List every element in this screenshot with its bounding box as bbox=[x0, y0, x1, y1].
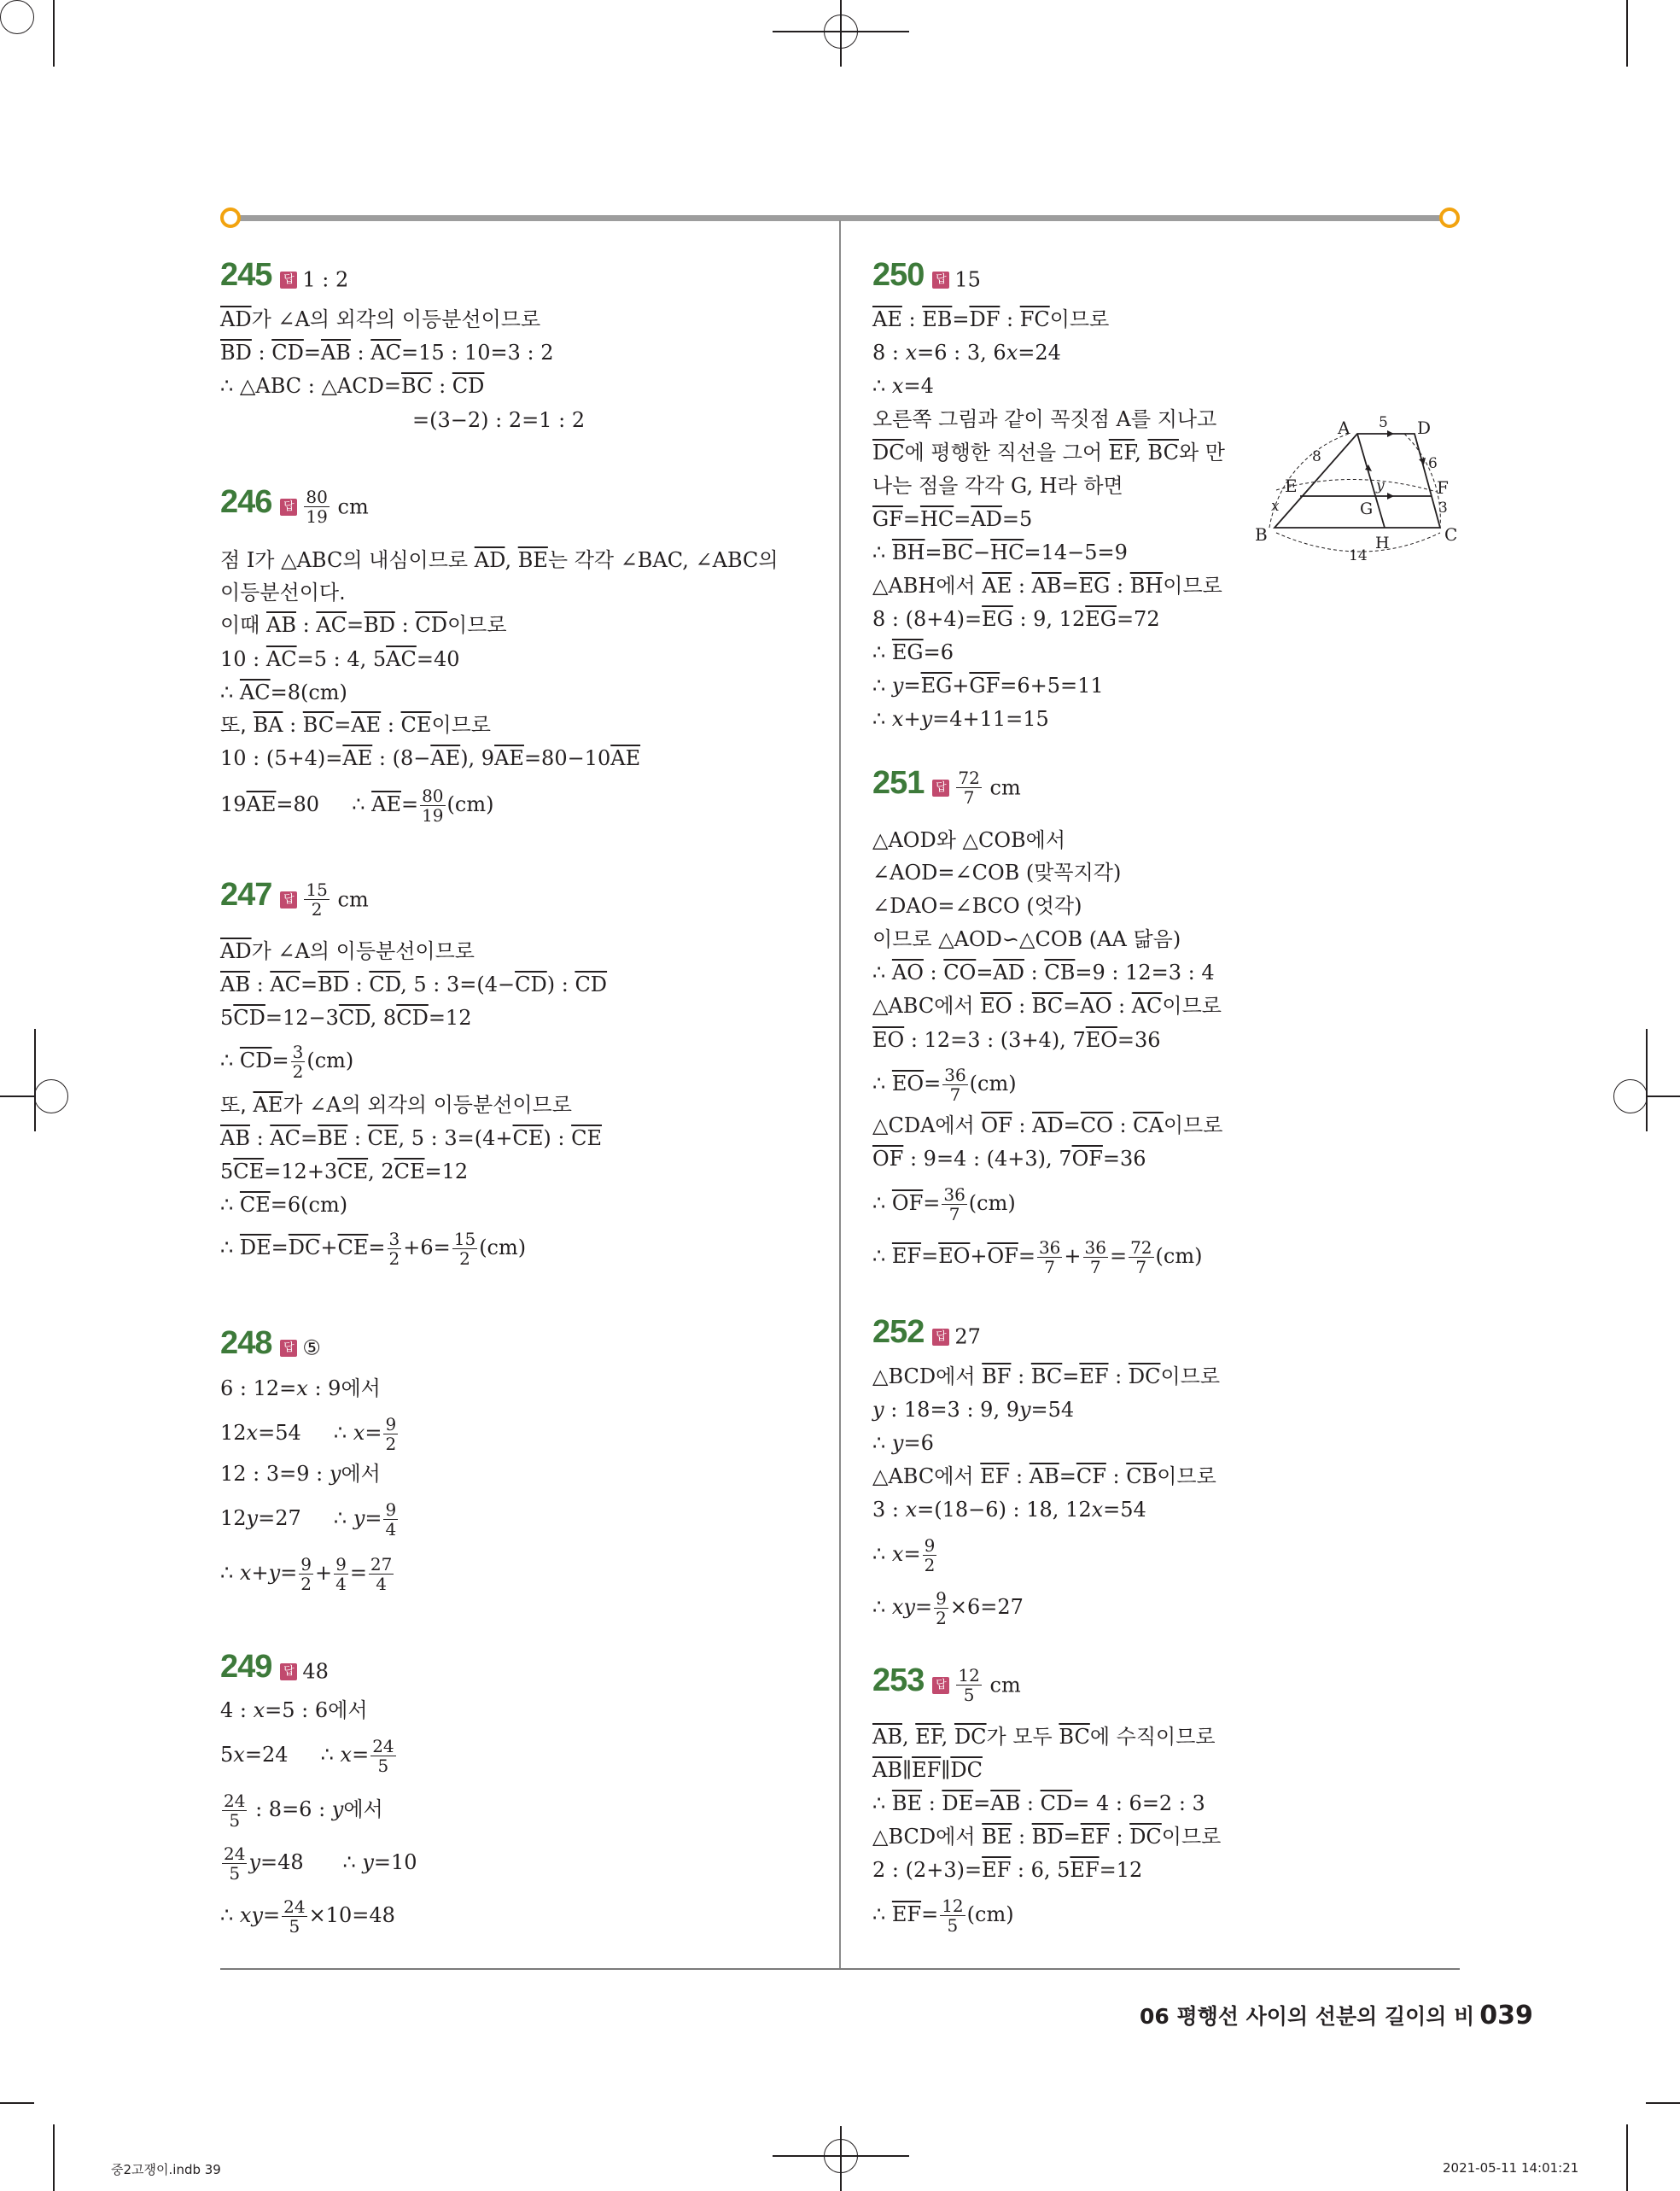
header-rule-left-dot bbox=[220, 207, 241, 228]
solution-line: ∴ $\overline{EO}=$ $\frac{36}{7}$ (cm) bbox=[872, 1065, 1017, 1105]
solution-line: $\frac{24}{5}$ : 8=6 : y에서 bbox=[224, 1791, 383, 1831]
answer-value: 1 : 2 bbox=[302, 267, 349, 292]
answer-icon: 답 bbox=[280, 1340, 297, 1357]
solution-line: 2 : $(2+3)=\overline{EF}$ : 6, $5\overline{EF}=12$ bbox=[872, 1858, 1143, 1882]
diagram-label: A bbox=[1338, 418, 1350, 438]
problem-heading-252 bbox=[872, 1313, 981, 1356]
answer-value: ⑤ bbox=[302, 1335, 321, 1360]
chapter-label: 06 평행선 사이의 선분의 길이의 비 bbox=[1140, 2004, 1475, 2029]
diagram-label: y bbox=[1376, 477, 1385, 494]
solution-line: ∴ $\overline{BE}$ : $\overline{DE}=\overline{AB}$ : $\overline{CD}= 4$ : 6=2 : 3 bbox=[872, 1791, 1205, 1815]
page-number: 039 bbox=[1479, 2001, 1533, 2030]
solution-line: 8 : $(8+4)=\overline{EG}$ : 9, $12\overline{EG}=72$ bbox=[872, 607, 1160, 631]
answer-unit: cm bbox=[989, 1673, 1021, 1697]
solution-line: ∠DAO=∠BCO (엇각) bbox=[872, 894, 1082, 918]
solution-line: 또, $\overline{AE}$가 ∠A의 외각의 이등분선이므로 bbox=[220, 1093, 572, 1117]
answer-icon: 답 bbox=[932, 780, 949, 797]
diagram-label: 6 bbox=[1428, 455, 1438, 472]
solution-line: ∴ $\overline{EF}=\overline{EO}+\overline{OF}=$ $\frac{36}{7}$ + $\frac{36}{7}$ = $\frac{72}{7}$ (cm) bbox=[872, 1237, 1203, 1277]
solution-line: y : 18=3 : 9, 9y=54 bbox=[872, 1398, 1075, 1422]
solution-line: 또, $\overline{BA}$ : $\overline{BC}=\overline{AE}$ : $\overline{CE}$이므로 bbox=[220, 713, 491, 737]
header-rule bbox=[222, 215, 1451, 221]
crop-mark bbox=[1646, 1029, 1648, 1131]
diagram-label: C bbox=[1444, 524, 1458, 545]
problem-number: 253 bbox=[872, 1662, 925, 1698]
answer-icon: 답 bbox=[280, 499, 297, 516]
problem-heading-249 bbox=[220, 1648, 329, 1691]
solution-line: ∴ y=6 bbox=[872, 1431, 934, 1455]
solution-line: △BCD에서 $\overline{BF}$ : $\overline{BC}=\overline{EF}$ : $\overline{DC}$이므로 bbox=[872, 1364, 1221, 1388]
solution-line: ∴ xy= $\frac{24}{5}$ ×10=48 bbox=[220, 1896, 395, 1937]
answer-value: 48 bbox=[302, 1659, 329, 1684]
solution-line: 4 : x=5 : 6에서 bbox=[220, 1698, 368, 1722]
problem-number: 245 bbox=[220, 257, 272, 293]
solution-line: 6 : 12=x : 9에서 bbox=[220, 1376, 381, 1400]
footer-rule bbox=[220, 1968, 1460, 1970]
answer-icon: 답 bbox=[932, 272, 949, 289]
solution-line: △BCD에서 $\overline{BE}$ : $\overline{BD}=\overline{EF}$ : $\overline{DC}$이므로 bbox=[872, 1825, 1222, 1849]
solution-line: $\overline{BD}$ : $\overline{CD}=\overline{AB}$ : $\overline{AC}=15$ : 10=3 : 2 bbox=[220, 341, 554, 365]
print-slug-time: 2021-05-11 14:01:21 bbox=[1443, 2160, 1579, 2176]
answer-icon: 답 bbox=[932, 1677, 949, 1694]
problem-heading-246 bbox=[220, 483, 369, 529]
solution-line: $\overline{AE}$ : $\overline{EB}=\overline{DF}$ : $\overline{FC}$이므로 bbox=[872, 307, 1110, 331]
solution-line: $\frac{24}{5}$ y=48 ∴ y=10 bbox=[224, 1843, 417, 1884]
solution-line: 5x=24 ∴ x= $\frac{24}{5}$ bbox=[220, 1736, 394, 1776]
solution-line: ∴ x= $\frac{9}{2}$ bbox=[872, 1535, 936, 1575]
answer-fraction: $\frac{80}{19}$ bbox=[306, 487, 328, 527]
solution-line: ∴ $\overline{BH}=\overline{BC}-\overline{HC}=14-5=9$ bbox=[872, 540, 1128, 564]
solution-line: 3 : x=(18−6) : 18, 12x=54 bbox=[872, 1498, 1146, 1522]
answer-unit: cm bbox=[989, 775, 1021, 800]
solution-line: ∴ $\overline{AO}$ : $\overline{CO}=\overline{AD}$ : $\overline{CB}=9$ : 12=3 : 4 bbox=[872, 961, 1215, 984]
solution-line: $19\overline{AE}=80$ ∴ $\overline{AE}=$ $\frac{80}{19}$ (cm) bbox=[220, 786, 494, 826]
crop-mark bbox=[34, 1029, 36, 1131]
crop-mark bbox=[1646, 2102, 1680, 2104]
answer-icon: 답 bbox=[280, 1663, 297, 1680]
solution-line: ∴ $\overline{EG}=6$ bbox=[872, 640, 954, 664]
solution-line: 10 : $(5+4)=\overline{AE}$ : $(8-\overline{AE})$, $9\overline{AE}=80-10\overline{AE}$ bbox=[220, 746, 641, 770]
crop-mark bbox=[53, 2124, 55, 2191]
registration-mark bbox=[34, 1079, 68, 1113]
answer-value: 27 bbox=[954, 1324, 981, 1349]
answer-icon: 답 bbox=[280, 272, 297, 289]
problem-number: 250 bbox=[872, 257, 925, 293]
diagram-label: 14 bbox=[1349, 547, 1368, 564]
answer-icon: 답 bbox=[280, 891, 297, 909]
solution-line: ∴ $\overline{OF}=$ $\frac{36}{7}$ (cm) bbox=[872, 1184, 1016, 1224]
crop-mark bbox=[0, 2102, 34, 2104]
problem-number: 248 bbox=[220, 1325, 272, 1361]
solution-line: $\overline{AD}$가 ∠A의 외각의 이등분선이므로 bbox=[220, 307, 541, 331]
solution-line: ∴ $\overline{CD}=$ $\frac{3}{2}$ (cm) bbox=[220, 1042, 354, 1082]
solution-line: ∴ x+y=4+11=15 bbox=[872, 707, 1049, 731]
solution-line: $\overline{AB}$, $\overline{EF}$, $\overline{DC}$가 모두 $\overline{BC}$에 수직이므로 bbox=[872, 1725, 1216, 1749]
solution-line: 12y=27 ∴ y= $\frac{9}{4}$ bbox=[220, 1499, 397, 1540]
solution-line: ∴ $\overline{DE}=\overline{DC}+\overline{CE}=$ $\frac{3}{2}$ +6= $\frac{15}{2}$ (cm) bbox=[220, 1229, 527, 1269]
answer-unit: cm bbox=[337, 494, 369, 519]
solution-line: =(3−2) : 2=1 : 2 bbox=[412, 408, 586, 432]
header-rule-right-dot bbox=[1439, 207, 1460, 228]
answer-value: 15 bbox=[954, 267, 981, 292]
trapezoid-diagram bbox=[1251, 408, 1473, 570]
solution-line: △ABC에서 $\overline{EO}$ : $\overline{BC}=\overline{AO}$ : $\overline{AC}$이므로 bbox=[872, 994, 1222, 1018]
answer-fraction: $\frac{15}{2}$ bbox=[306, 879, 328, 920]
registration-mark bbox=[824, 15, 858, 49]
crop-mark bbox=[1626, 0, 1628, 67]
page-footer bbox=[1140, 2000, 1533, 2030]
diagram-label: 5 bbox=[1379, 414, 1388, 431]
answer-fraction: $\frac{12}{5}$ bbox=[958, 1665, 980, 1705]
column-divider bbox=[839, 220, 841, 1969]
diagram-label: F bbox=[1437, 477, 1449, 498]
crop-mark bbox=[1646, 1096, 1680, 1097]
solution-line: 오른쪽 그림과 같이 꼭짓점 A를 지나고 bbox=[872, 407, 1217, 431]
solution-line: 이므로 △AOD∽△COB (AA 닮음) bbox=[872, 927, 1181, 951]
solution-line: ∴ x=4 bbox=[872, 374, 934, 398]
solution-line: ∴ $\overline{AC}=8(cm)$ bbox=[220, 681, 347, 704]
solution-line: $\overline{AD}$가 ∠A의 이등분선이므로 bbox=[220, 939, 475, 963]
solution-line: $5\overline{CD}=12-3\overline{CD}$, $8\overline{CD}=12$ bbox=[220, 1006, 472, 1030]
solution-line: 이등분선이다. bbox=[220, 581, 346, 605]
problem-number: 247 bbox=[220, 877, 272, 913]
crop-mark bbox=[0, 1096, 34, 1097]
answer-icon: 답 bbox=[932, 1329, 949, 1346]
diagram-label: 8 bbox=[1312, 448, 1321, 465]
diagram-label: B bbox=[1255, 524, 1268, 545]
solution-line: ∴ $\overline{EF}=$ $\frac{12}{5}$ (cm) bbox=[872, 1896, 1014, 1936]
solution-line: ∴ $y=\overline{EG}+\overline{GF}=6+5=11$ bbox=[872, 674, 1104, 698]
answer-unit: cm bbox=[337, 887, 369, 912]
crop-mark bbox=[53, 0, 55, 67]
solution-line: 점 I가 △ABC의 내심이므로 $\overline{AD}$, $\overline{BE}$는 각각 ∠BAC, ∠ABC의 bbox=[220, 548, 779, 572]
solution-line: 12 : 3=9 : y에서 bbox=[220, 1462, 381, 1486]
solution-line: $\overline{AB}$ : $\overline{AC}=\overline{BD}$ : $\overline{CD}$, 5 : $3=(4-\overline{CD})$ : $\overline{CD}$ bbox=[220, 973, 608, 996]
print-slug-file: 중2고쟁이.indb 39 bbox=[111, 2162, 221, 2177]
solution-line: 10 : $\overline{AC}=5$ : 4, $5\overline{AC}=40$ bbox=[220, 647, 460, 671]
solution-line: $\overline{AB}$ : $\overline{AC}=\overline{BE}$ : $\overline{CE}$, 5 : $3=(4+\overline{CE})$ : $\overline{CE}$ bbox=[220, 1126, 603, 1150]
diagram-label: G bbox=[1360, 500, 1374, 518]
problem-number: 252 bbox=[872, 1314, 925, 1350]
problem-heading-250 bbox=[872, 256, 981, 299]
solution-line: ∴ △ABC : $\triangle ACD=\overline{BC}$ : $\overline{CD}$ bbox=[220, 374, 485, 398]
problem-number: 246 bbox=[220, 484, 272, 520]
solution-line: 나는 점을 각각 G, H라 하면 bbox=[872, 474, 1123, 498]
problem-heading-247 bbox=[220, 876, 369, 921]
solution-line: 이때 $\overline{AB}$ : $\overline{AC}=\overline{BD}$ : $\overline{CD}$이므로 bbox=[220, 613, 507, 637]
problem-heading-251 bbox=[872, 764, 1021, 809]
solution-line: $\overline{DC}$에 평행한 직선을 그어 $\overline{EF}$, $\overline{BC}$와 만 bbox=[872, 441, 1225, 464]
answer-fraction: $\frac{72}{7}$ bbox=[958, 768, 980, 808]
solution-line: ∠AOD=∠COB (맞꼭지각) bbox=[872, 861, 1122, 885]
solution-line: △ABH에서 $\overline{AE}$ : $\overline{AB}=\overline{EG}$ : $\overline{BH}$이므로 bbox=[872, 574, 1222, 598]
problem-heading-245 bbox=[220, 256, 348, 299]
problem-number: 251 bbox=[872, 765, 925, 801]
solution-line: 12x=54 ∴ x= $\frac{9}{2}$ bbox=[220, 1414, 397, 1454]
registration-mark bbox=[824, 2139, 858, 2173]
solution-line: △ABC에서 $\overline{EF}$ : $\overline{AB}=\overline{CF}$ : $\overline{CB}$이므로 bbox=[872, 1464, 1216, 1488]
solution-line: $\overline{GF}=\overline{HC}=\overline{AD}=5$ bbox=[872, 507, 1033, 531]
solution-line: △CDA에서 $\overline{OF}$ : $\overline{AD}=\overline{CO}$ : $\overline{CA}$이므로 bbox=[872, 1113, 1223, 1137]
solution-line: 8 : x=6 : 3, 6x=24 bbox=[872, 341, 1061, 365]
problem-heading-248 bbox=[220, 1324, 321, 1367]
solution-line: $5\overline{CE}=12+3\overline{CE}$, $2\overline{CE}=12$ bbox=[220, 1160, 469, 1183]
diagram-label: 3 bbox=[1438, 500, 1448, 517]
diagram-label: x bbox=[1271, 498, 1280, 515]
solution-line: $\overline{EO}$ : 12=3 : (3+4), $7\overline{EO}=36$ bbox=[872, 1028, 1161, 1052]
diagram-label: E bbox=[1285, 476, 1298, 496]
solution-line: ∴ xy= $\frac{9}{2}$ ×6=27 bbox=[872, 1588, 1024, 1628]
registration-mark bbox=[1613, 1079, 1648, 1113]
solution-line: $\overline{AB}\parallel\overline{EF}\parallel\overline{DC}$ bbox=[872, 1758, 983, 1782]
solution-line: ∴ x+y= $\frac{9}{2}$ + $\frac{9}{4}$ = $\frac{27}{4}$ bbox=[220, 1554, 393, 1594]
crop-mark bbox=[1626, 2124, 1628, 2191]
problem-number: 249 bbox=[220, 1649, 272, 1685]
diagram-label: D bbox=[1417, 418, 1432, 438]
solution-line: $\overline{OF}$ : 9=4 : (4+3), $7\overline{OF}=36$ bbox=[872, 1147, 1146, 1171]
solution-line: △AOD와 △COB에서 bbox=[872, 828, 1066, 852]
registration-mark bbox=[0, 0, 34, 34]
diagram-label: H bbox=[1375, 534, 1390, 552]
problem-heading-253 bbox=[872, 1662, 1021, 1707]
solution-line: ∴ $\overline{CE}=6(cm)$ bbox=[220, 1193, 348, 1217]
